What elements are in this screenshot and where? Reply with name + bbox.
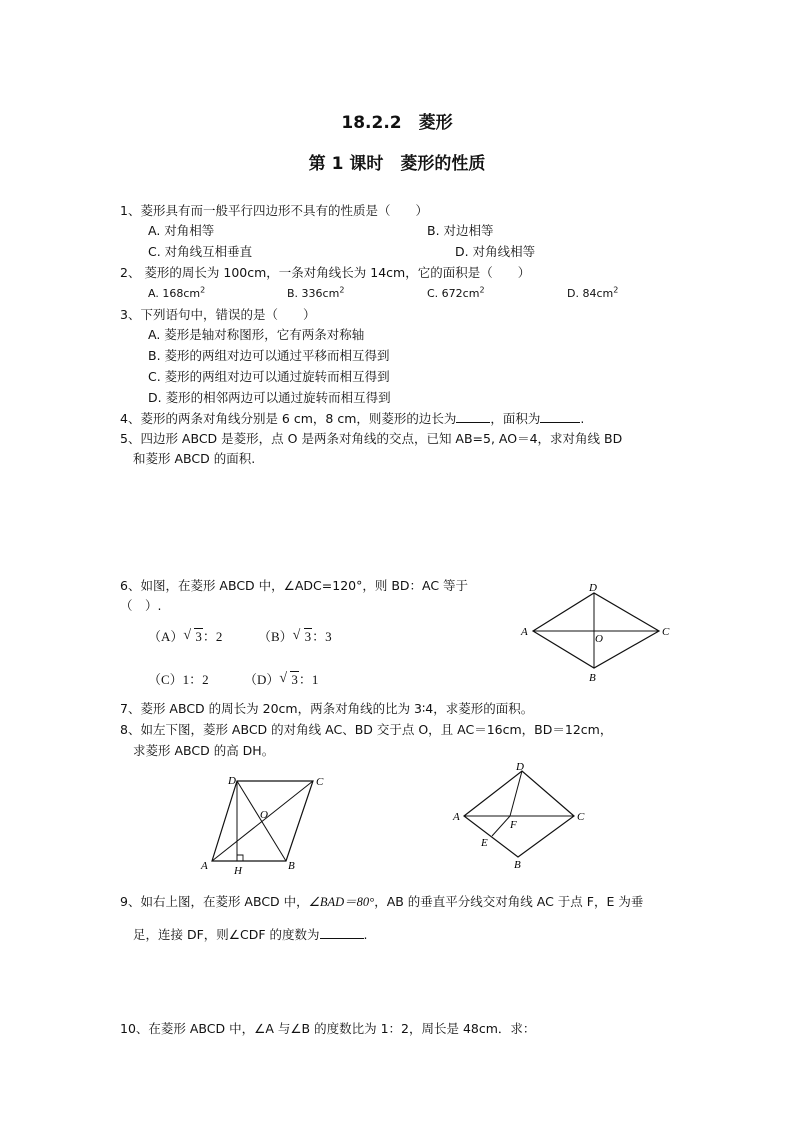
q3-option-d: D. 菱形的相邻两边可以通过旋转而相互得到 — [148, 390, 391, 405]
q1-stem: 1、菱形具有而一般平行四边形不具有的性质是（ ） — [120, 203, 428, 218]
q9-fig-label-e: E — [481, 837, 488, 849]
q1-option-d: D. 对角线相等 — [455, 244, 536, 259]
q9-fig-label-f: F — [510, 819, 517, 831]
q8-line2: 求菱形 ABCD 的高 DH。 — [133, 743, 275, 758]
q6-line2: （ ）. — [120, 598, 162, 613]
q3-stem: 3、下列语句中，错误的是（ ） — [120, 307, 316, 322]
page-title: 18.2.2 菱形 — [341, 113, 453, 133]
q2-option-b: B. $336cm^2$ — [287, 285, 345, 300]
page-subtitle: 第 1 课时 菱形的性质 — [308, 154, 486, 174]
q2-option-d: D. $84cm^2$ — [567, 285, 619, 300]
q6-fig-label-d: D — [589, 582, 597, 594]
q5-line1: 5、四边形 ABCD 是菱形，点 O 是两条对角线的交点，已知 AB=5, AO＝4，求对角线 BD — [120, 431, 623, 446]
q6-rhombus-figure — [515, 582, 675, 682]
q9-rhombus-figure — [450, 762, 595, 872]
q5-line2: 和菱形 ABCD 的面积. — [133, 451, 256, 466]
q6-option-c: （C）1：2 — [148, 672, 209, 687]
q9-fig-label-c: C — [577, 811, 585, 823]
q8-line1: 8、如左下图，菱形 ABCD 的对角线 AC、BD 交于点 O，且 AC＝16cm，BD＝12cm， — [120, 722, 613, 737]
q1-option-c: C. 对角线互相垂直 — [148, 244, 253, 259]
q2-option-c: C. $672cm^2$ — [427, 285, 485, 300]
q3-option-c: C. 菱形的两组对边可以通过旋转而相互得到 — [148, 369, 390, 384]
q6-fig-label-c: C — [662, 626, 670, 638]
q9-fig-label-a: A — [453, 811, 460, 823]
q6-fig-label-a: A — [521, 626, 528, 638]
q6-fig-label-b: B — [589, 672, 596, 684]
q6-option-d: （D） √ 3：1 — [244, 671, 319, 687]
q2-stem: 2、 菱形的周长为 100cm，一条对角线长为 14cm，它的面积是（ ） — [120, 265, 531, 280]
q6-option-b: （B） √ 3：3 — [258, 628, 332, 644]
q9-line2: 足，连接 DF，则∠CDF 的度数为 . — [133, 927, 368, 942]
q6-fig-label-o: O — [595, 633, 603, 645]
q8-fig-label-c: C — [316, 776, 324, 788]
q8-fig-label-b: B — [288, 860, 295, 872]
q9-fig-label-b: B — [514, 859, 521, 871]
q2-option-a: A. $168cm^2$ — [148, 285, 206, 300]
q8-fig-label-d: D — [228, 775, 236, 787]
q10-text: 10、在菱形 ABCD 中，∠A 与∠B 的度数比为 1：2，周长是 48cm．求： — [120, 1021, 536, 1036]
q6-option-a: （A） √ 3：2 — [148, 628, 223, 644]
q3-option-a: A. 菱形是轴对称图形，它有两条对称轴 — [148, 327, 365, 342]
q8-fig-label-a: A — [201, 860, 208, 872]
q6-line1: 6、如图，在菱形 ABCD 中，∠ADC=120°，则 BD：AC 等于 — [120, 578, 469, 593]
q8-rhombus-figure — [200, 772, 340, 882]
q8-fig-label-o: O — [260, 809, 268, 821]
q9-line1: 9、如右上图，在菱形 ABCD 中，∠BAD＝80°，AB 的垂直平分线交对角线 AC 于点 F，E 为垂 — [120, 894, 644, 909]
q9-fig-label-d: D — [516, 761, 524, 773]
q8-fig-label-h: H — [234, 865, 242, 877]
q7-text: 7、菱形 ABCD 的周长为 20cm，两条对角线的比为 3∶4，求菱形的面积。 — [120, 701, 534, 716]
q1-option-a: A. 对角相等 — [148, 223, 215, 238]
q1-option-b: B. 对边相等 — [427, 223, 494, 238]
q4-text: 4、菱形的两条对角线分别是 6 cm，8 cm，则菱形的边长为 ，面积为 . — [120, 411, 585, 426]
q3-option-b: B. 菱形的两组对边可以通过平移而相互得到 — [148, 348, 390, 363]
